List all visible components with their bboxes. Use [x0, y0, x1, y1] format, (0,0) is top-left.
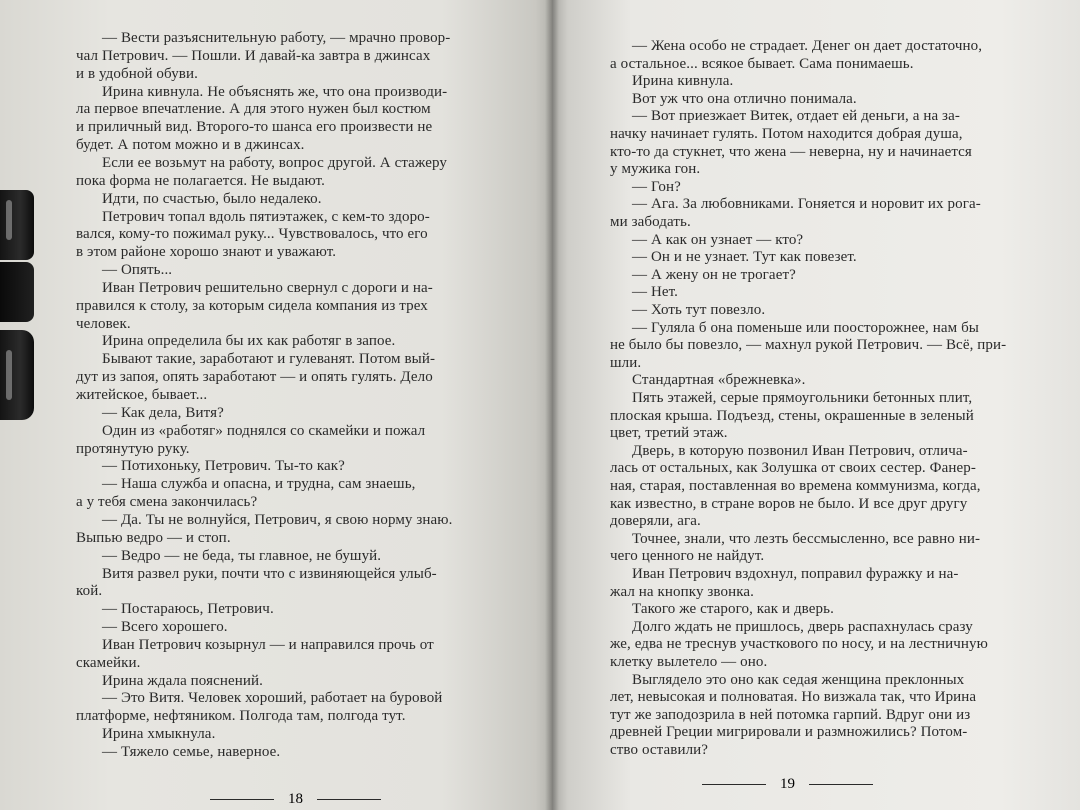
text-line: Ирина хмыкнула.: [102, 726, 216, 743]
text-line: — Вот приезжает Витек, отдает ей деньги, а на за-: [632, 108, 960, 125]
page-number-19: 19: [780, 776, 795, 792]
text-line: шли.: [610, 354, 642, 371]
text-line: а у тебя смена закончилась?: [76, 494, 258, 511]
text-line: — Как дела, Витя?: [102, 404, 224, 421]
text-line: платформе, нефтяником. Полгода там, полгода тут.: [76, 708, 406, 725]
text-line: Стандартная «брежневка».: [632, 372, 806, 389]
text-line: не было бы повезло, — махнул рукой Петрович. — Всё, при-: [610, 337, 1007, 354]
text-line: Иван Петрович вздохнул, поправил фуражку и на-: [632, 566, 959, 582]
text-line: лась от остальных, как Золушка от своих сестер. Фанер-: [610, 460, 976, 477]
text-line: Ирина ждала пояснений.: [102, 672, 263, 689]
text-line: Вот уж что она отлично понимала.: [632, 90, 857, 107]
text-line: лет, невысокая и полноватая. Но визжала так, что Ирина: [610, 689, 977, 706]
text-line: жал на кнопку звонка.: [610, 583, 754, 600]
text-line: — Тяжело семье, наверное.: [102, 744, 281, 760]
text-line: Такого же старого, как и дверь.: [632, 601, 834, 618]
text-line: Петрович топал вдоль пятиэтажек, с кем-то здоро-: [102, 208, 430, 225]
text-line: цвет, третий этаж.: [610, 425, 728, 442]
text-line: кто-то да стукнет, что жена — неверна, ну и начинается: [610, 143, 972, 160]
text-line: — Это Витя. Человек хороший, работает на буровой: [102, 690, 443, 707]
text-line: ми забодать.: [610, 214, 691, 230]
binder-clip-top: [0, 190, 34, 260]
text-line: Точнее, знали, что лезть бессмысленно, все равно ни-: [632, 530, 981, 547]
text-line: кой.: [76, 583, 103, 600]
text-line: у мужика гон.: [610, 161, 701, 178]
binder-clip-bottom: [0, 330, 34, 420]
text-line: и приличный вид. Второго-то шанса его произвести не: [76, 119, 433, 136]
text-line: — Гуляла б она поменьше или поосторожнее, нам бы: [632, 319, 979, 336]
binder-clip-middle: [0, 262, 34, 322]
text-line: а остальное... всякое бывает. Сама понимаешь.: [610, 55, 914, 72]
text-line: Выпью ведро — и стоп.: [76, 529, 231, 546]
text-line: Если ее возьмут на работу, вопрос другой. А стажеру: [102, 154, 447, 171]
text-line: Долго ждать не пришлось, дверь распахнулась сразу: [632, 618, 973, 635]
text-line: скамейки.: [76, 654, 141, 671]
book-gutter: [545, 0, 559, 810]
text-line: чего ценного не найдут.: [610, 548, 765, 565]
text-line: дут из запоя, опять заработают — и опять гулять. Дело: [76, 369, 433, 386]
text-line: правился к столу, за которым сидела компания из трех: [76, 297, 428, 314]
text-line: ство оставили?: [610, 742, 709, 758]
text-line: — Вести разъяснительную работу, — мрачно провор-: [102, 30, 451, 46]
text-line: — Нет.: [632, 284, 679, 301]
text-line: ла первое впечатление. А для этого нужен был костюм: [76, 101, 431, 118]
text-line: древней Греции мигрировали и размножились? Потом-: [610, 724, 968, 741]
text-line: — А жену он не трогает?: [632, 266, 796, 283]
text-line: Ирина кивнула. Не объяснять же, что она производи-: [102, 83, 448, 100]
text-line: Ирина определила бы их как работяг в запое.: [102, 333, 396, 350]
text-line: в этом районе хорошо знают и уважают.: [76, 244, 337, 261]
text-line: — Наша служба и опасна, и трудна, сам знаешь,: [102, 476, 416, 493]
text-line: доверяли, ага.: [610, 513, 701, 530]
text-line: житейское, бывает...: [76, 387, 208, 403]
text-line: Идти, по счастью, было недалеко.: [102, 190, 322, 207]
text-line: Иван Петрович решительно свернул с дороги и на-: [102, 279, 433, 296]
text-line: — Опять...: [102, 262, 173, 279]
text-line: Иван Петрович козырнул — и направился прочь от: [102, 636, 434, 653]
text-line: ная, старая, поставленная во времена коммунизма, когда,: [610, 478, 981, 494]
text-line: — Ведро — не беда, ты главное, не бушуй.: [102, 547, 382, 564]
text-line: Пять этажей, серые прямоугольники бетонных плит,: [632, 390, 973, 406]
text-line: вался, кому-то пожимал руку... Чувствовалось, что его: [76, 226, 428, 243]
text-line: — Потихоньку, Петрович. Ты-то как?: [102, 458, 345, 475]
text-line: Витя развел руки, почти что с извиняющейся улыб-: [102, 565, 437, 582]
text-line: плоская крыша. Подъезд, стены, окрашенные в зеленый: [610, 407, 974, 424]
text-line: Выглядело это оно как седая женщина преклонных: [632, 671, 965, 688]
text-line: начку начинает гулять. Потом находится добрая душа,: [610, 126, 963, 142]
text-line: — Хоть тут повезло.: [632, 302, 766, 318]
text-line: протянутую руку.: [76, 440, 190, 457]
text-line: же, едва не треснув участкового по носу, и на лестничную: [610, 636, 988, 653]
text-line: будет. А потом можно и в джинсах.: [76, 137, 305, 154]
right-page: [552, 0, 1080, 810]
page-number-18: 18: [288, 791, 303, 807]
text-line: Один из «работяг» поднялся со скамейки и пожал: [102, 422, 426, 439]
text-line: — Ага. За любовниками. Гоняется и норовит их рога-: [632, 196, 981, 213]
text-line: тут же заподозрила в ней потомка гарпий. Вдруг они из: [610, 706, 971, 723]
text-line: клетку вылетело — оно.: [610, 654, 768, 670]
text-line: — А как он узнает — кто?: [632, 231, 804, 248]
text-line: и в удобной обуви.: [76, 65, 198, 82]
text-line: пока форма не полагается. Не выдают.: [76, 172, 325, 189]
text-line: — Жена особо не страдает. Денег он дает достаточно,: [632, 38, 983, 54]
text-line: — Всего хорошего.: [102, 619, 228, 636]
text-line: Дверь, в которую позвонил Иван Петрович, отлича-: [632, 442, 968, 459]
text-line: — Гон?: [632, 178, 681, 195]
text-line: — Он и не узнает. Тут как повезет.: [632, 249, 857, 266]
text-line: — Постараюсь, Петрович.: [102, 601, 274, 618]
text-line: чал Петрович. — Пошли. И давай-ка завтра в джинсах: [76, 47, 431, 64]
text-line: Бывают такие, заработают и гулеванят. Потом вый-: [102, 351, 436, 368]
text-line: человек.: [76, 315, 131, 332]
text-line: Ирина кивнула.: [632, 73, 734, 90]
text-line: — Да. Ты не волнуйся, Петрович, я свою норму знаю.: [102, 511, 453, 528]
text-line: как известно, в стране воров не было. И все друг другу: [610, 495, 968, 512]
